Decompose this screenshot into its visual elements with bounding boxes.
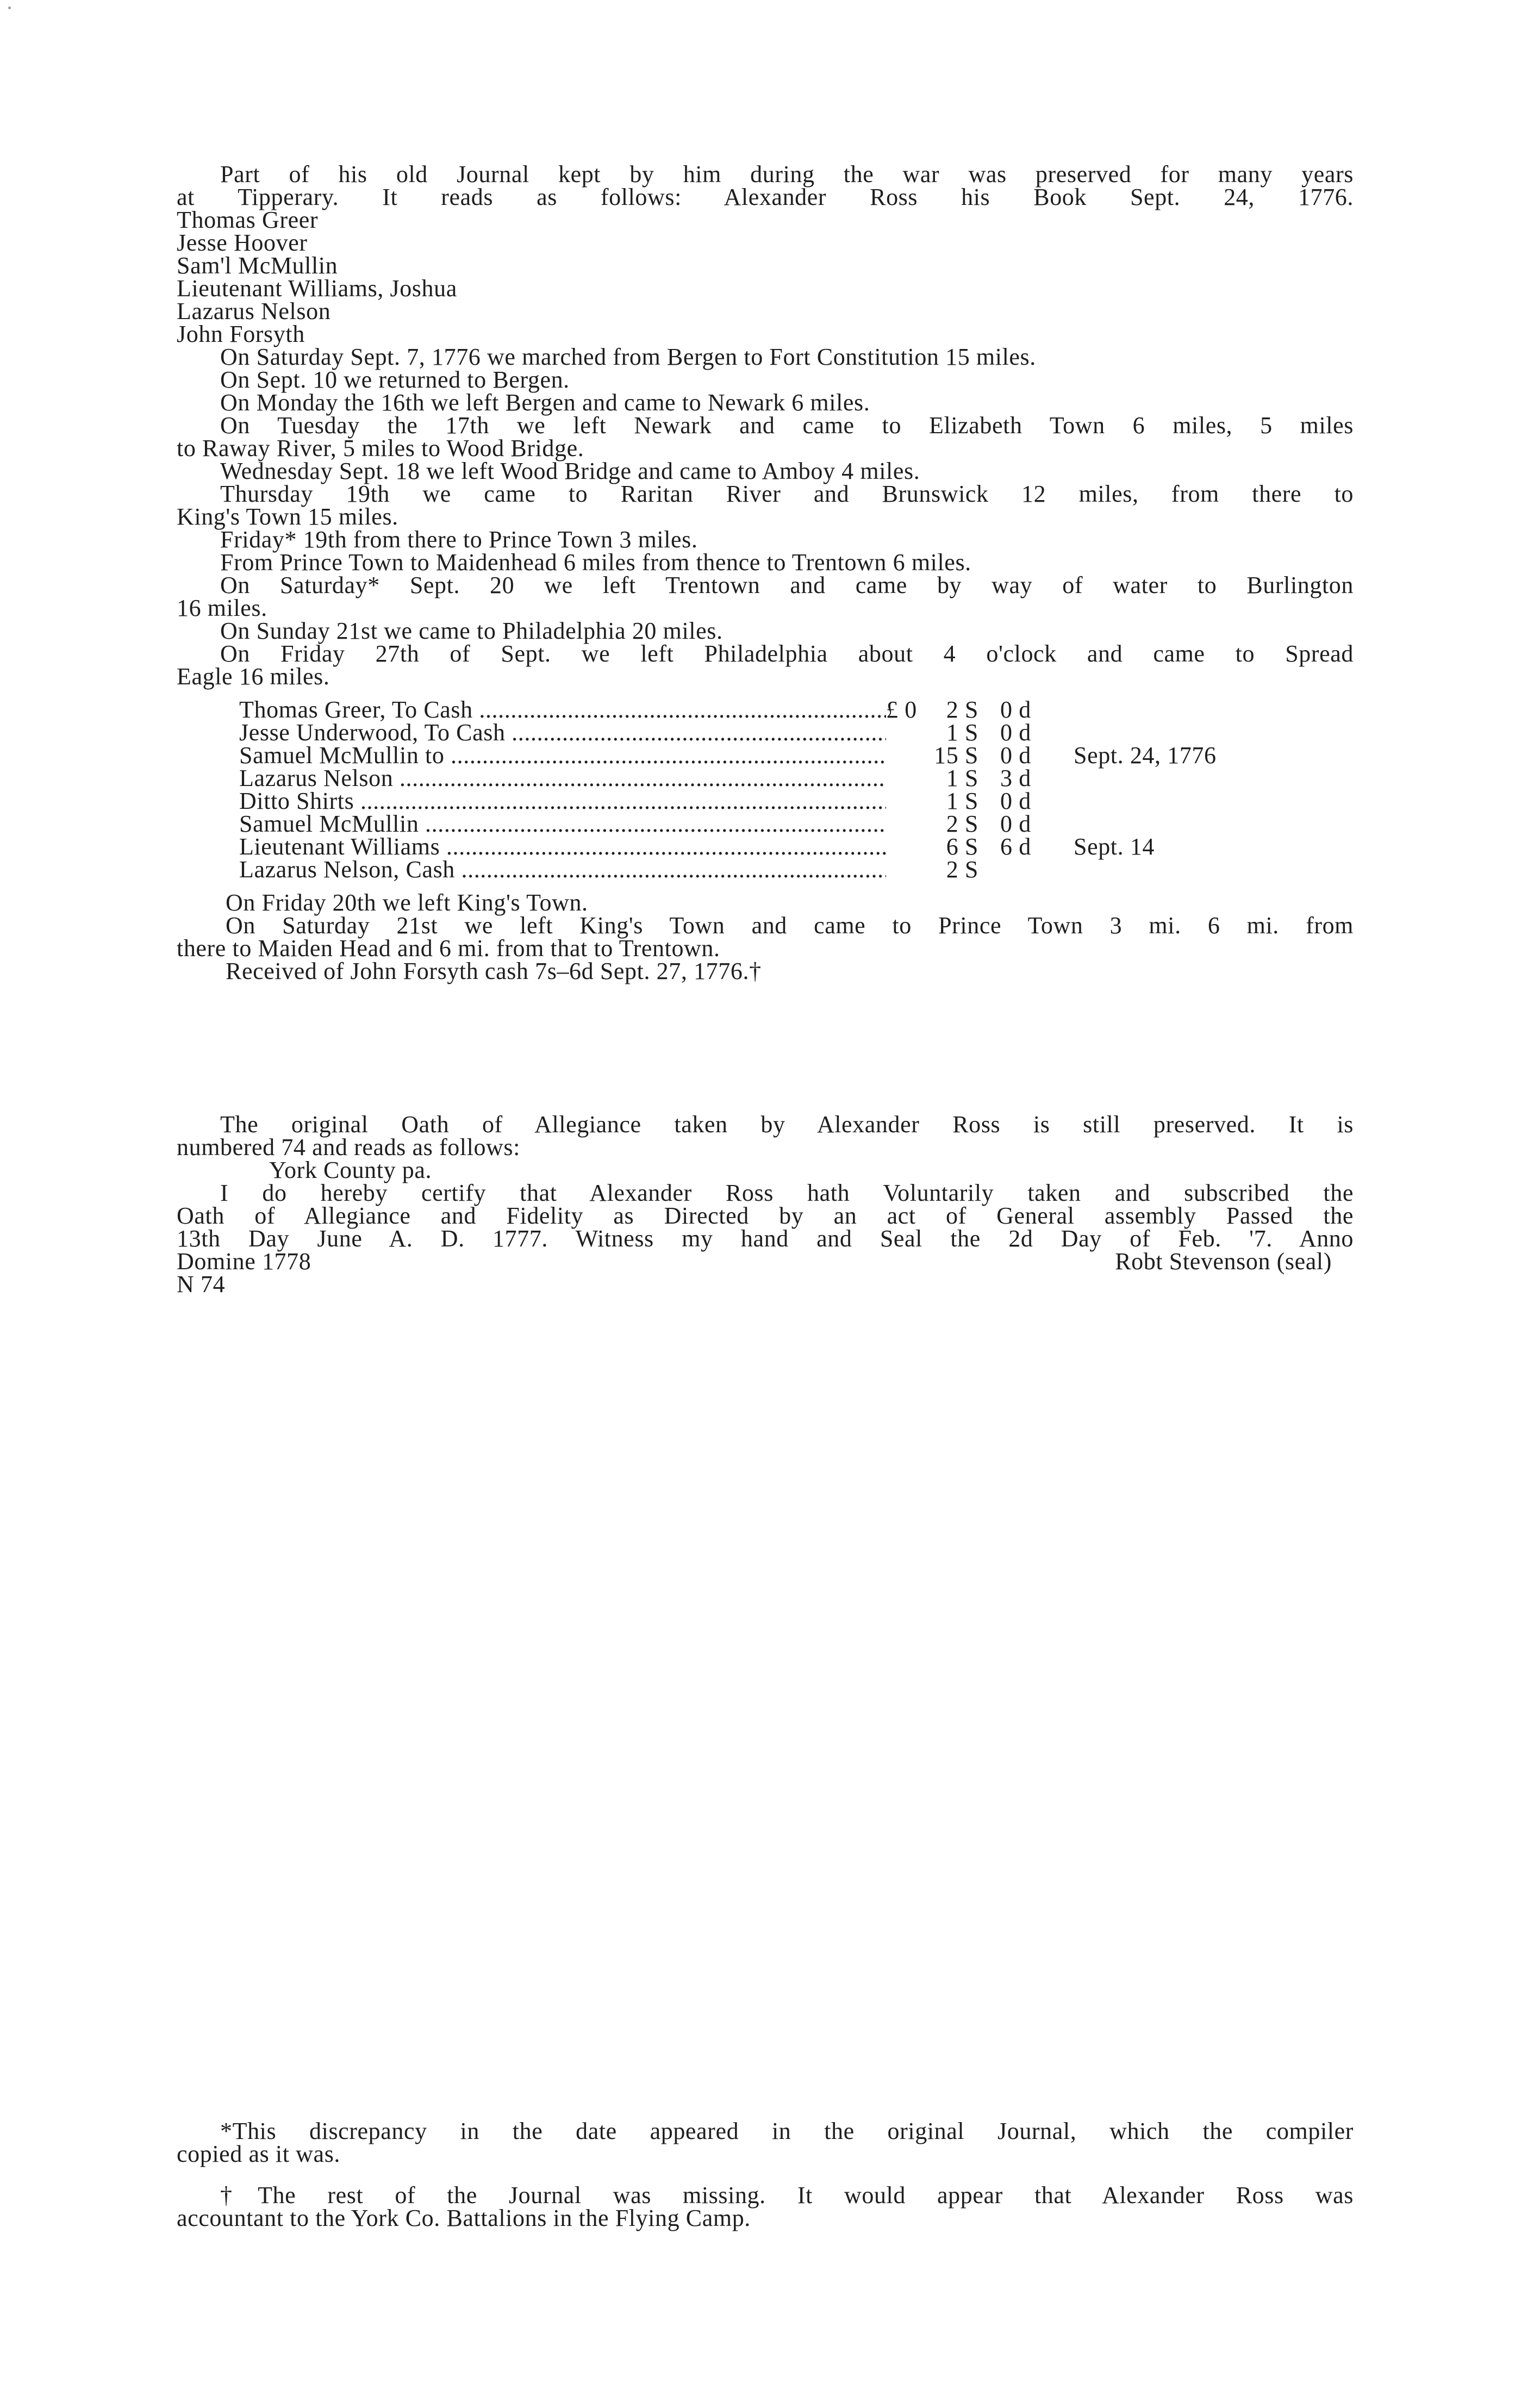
journal-entry: On Monday the 16th we left Bergen and came to Newark 6 miles. (220, 389, 870, 416)
ledger-row (239, 835, 1381, 858)
ledger-shillings: 2 S (946, 696, 978, 723)
ledger-name: Lazarus Nelson ..... (239, 767, 886, 790)
journal-entry: From Prince Town to Maidenhead 6 miles from thence to Trentown 6 miles. (220, 549, 971, 576)
ledger-row (239, 744, 1381, 767)
ledger-row (239, 858, 1381, 881)
ledger-shillings: 1 S (946, 719, 978, 746)
ledger-pence: 0 d (1000, 719, 1031, 746)
journal-entry: to Raway River, 5 miles to Wood Bridge. (177, 435, 584, 461)
intro-line: at Tipperary. It reads as follows: Alexander Ross his Book Sept. 24, 1776. (177, 184, 1354, 210)
journal-entry: Received of John Forsyth cash 7s–6d Sept. 27, 1776.† (226, 958, 762, 984)
ledger-note: Sept. 14 (1074, 833, 1155, 860)
oath-text: I do hereby certify that Alexander Ross hath Voluntarily taken and subscribed the (220, 1180, 1354, 1206)
ledger-name: Jesse Underwood, To Cash ..... (239, 721, 886, 744)
journal-entry: Eagle 16 miles. (177, 663, 330, 690)
footnote-star: *This discrepancy in the date appeared in the original Journal, which the compiler (220, 2118, 1354, 2144)
oath-text: Oath of Allegiance and Fidelity as Directed by an act of General assembly Passed the (177, 1202, 1354, 1229)
journal-section (177, 163, 1354, 688)
name-line: Sam'l McMullin (177, 252, 338, 279)
oath-intro: The original Oath of Allegiance taken by Alexander Ross is still preserved. It is (220, 1111, 1354, 1138)
name-line: Jesse Hoover (177, 229, 308, 256)
ledger-shillings: 1 S (946, 788, 978, 814)
name-line: Lazarus Nelson (177, 298, 331, 325)
oath-section (177, 1113, 1354, 1296)
oath-closing-line (177, 1250, 1354, 1273)
ledger-pence: 0 d (1000, 788, 1031, 814)
journal-entry: Wednesday Sept. 18 we left Wood Bridge and came to Amboy 4 miles. (220, 458, 920, 484)
ledger-pence: 6 d (1000, 833, 1031, 860)
ledger-row (239, 790, 1381, 813)
ledger-row (239, 810, 1381, 837)
ledger-name: Ditto Shirts ..... (239, 790, 886, 813)
ledger-note: Sept. 24, 1776 (1074, 742, 1217, 769)
oath-signature: Robt Stevenson (seal) (1115, 1248, 1332, 1275)
footnotes (177, 2120, 1354, 2230)
journal-entry: 16 miles. (177, 595, 267, 621)
ledger-pence: 0 d (1000, 696, 1031, 723)
ledger-name: Samuel McMullin ..... (239, 813, 886, 835)
name-line: John Forsyth (177, 321, 305, 347)
ledger-shillings: 2 S (946, 810, 978, 837)
journal-entry: On Saturday Sept. 7, 1776 we marched from Bergen to Fort Constitution 15 miles. (220, 344, 1036, 370)
footnote-dagger: accountant to the York Co. Battalions in the Flying Camp. (177, 2205, 751, 2231)
ledger-pence: 3 d (1000, 765, 1031, 791)
journal-entry: On Friday 20th we left King's Town. (226, 889, 588, 916)
oath-intro: numbered 74 and reads as follows: (177, 1134, 520, 1161)
journal-entry: On Sept. 10 we returned to Bergen. (220, 366, 570, 393)
ledger-shillings: 15 S (934, 742, 978, 769)
journal-entry: Thursday 19th we came to Raritan River and Brunswick 12 miles, from there to (220, 481, 1354, 507)
cash-ledger (239, 698, 1381, 881)
journal-entry: On Saturday* Sept. 20 we left Trentown and came by way of water to Burlington (220, 572, 1354, 598)
ledger-name: Lieutenant Williams ..... (239, 835, 886, 858)
name-line: Thomas Greer (177, 207, 319, 233)
ledger-pound: £ 0 (886, 696, 917, 723)
intro-line: Part of his old Journal kept by him during the war was preserved for many years (220, 161, 1354, 188)
ledger-pence: 0 d (1000, 742, 1031, 769)
journal-entry: King's Town 15 miles. (177, 503, 398, 530)
ledger-row (239, 767, 1381, 790)
ledger-shillings: 1 S (946, 765, 978, 791)
ledger-pence: 0 d (1000, 810, 1031, 837)
oath-text: 13th Day June A. D. 1777. Witness my hand and Seal the 2d Day of Feb. '7. Anno (177, 1225, 1354, 1252)
ledger-shillings: 6 S (946, 833, 978, 860)
footnote-dagger: †The rest of the Journal was missing. It would appear that Alexander Ross was (220, 2182, 1354, 2209)
journal-entry: On Sunday 21st we came to Philadelphia 20 miles. (220, 617, 723, 644)
oath-number: N 74 (177, 1271, 226, 1298)
ledger-name: Samuel McMullin to ..... (239, 744, 886, 767)
journal-entry: On Friday 27th of Sept. we left Philadelphia about 4 o'clock and came to Spread (220, 640, 1354, 667)
journal-entry: On Tuesday the 17th we left Newark and came to Elizabeth Town 6 miles, 5 miles (220, 412, 1354, 439)
oath-date: Domine 1778 (177, 1248, 311, 1275)
ledger-row (239, 698, 1381, 721)
journal-closing (177, 891, 1354, 983)
journal-entry: there to Maiden Head and 6 mi. from that to Trentown. (177, 935, 720, 962)
footnote-star: copied as it was. (177, 2141, 341, 2167)
name-line: Lieutenant Williams, Joshua (177, 275, 457, 302)
scan-speck (8, 7, 11, 9)
ledger-shillings: 2 S (946, 856, 978, 883)
ledger-name: Lazarus Nelson, Cash ..... (239, 858, 886, 881)
ledger-row (239, 721, 1381, 744)
journal-entry: Friday* 19th from there to Prince Town 3 miles. (220, 526, 698, 553)
ledger-name: Thomas Greer, To Cash ..... (239, 698, 886, 721)
oath-county: York County pa. (269, 1157, 432, 1183)
journal-entry: On Saturday 21st we left King's Town and came to Prince Town 3 mi. 6 mi. from (226, 912, 1354, 939)
